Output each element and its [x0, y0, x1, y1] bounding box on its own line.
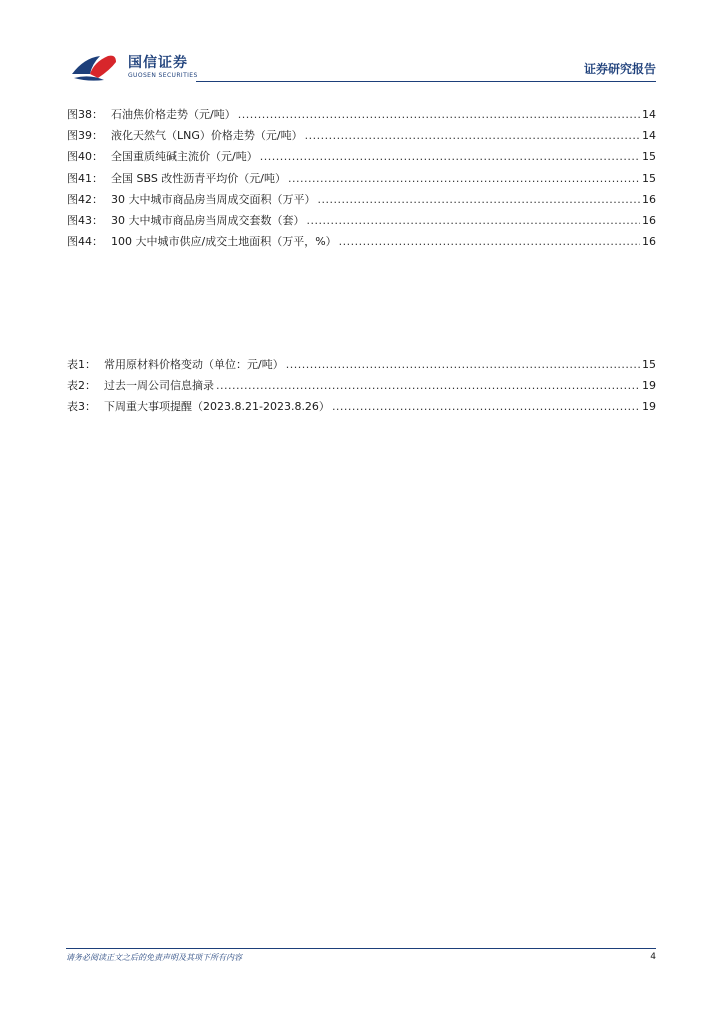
footer-disclaimer: 请务必阅读正文之后的免责声明及其项下所有内容: [66, 953, 242, 962]
toc-entry-title: 全国 SBS 改性沥青平均价（元/吨）: [111, 171, 287, 185]
page-header: [66, 48, 656, 88]
toc-entry-label: 图42：: [67, 192, 103, 206]
toc-entry-figure[interactable]: [67, 168, 656, 189]
toc-entry-page: 15: [642, 171, 656, 185]
toc-entry-label: 表2：: [67, 379, 96, 393]
toc-dot-leader: [216, 375, 640, 396]
toc-entry-label: 图38：: [67, 108, 103, 121]
toc-entry-label: 表3：: [67, 400, 96, 414]
toc-entry-title: 下周重大事项提醒（2023.8.21-2023.8.26）: [104, 400, 330, 414]
toc-entry-page: 19: [642, 400, 656, 414]
toc-entry-page: 14: [642, 129, 656, 143]
toc-dot-leader: [332, 396, 640, 417]
toc-entry-page: 16: [642, 213, 656, 227]
toc-entry-label: 图40：: [67, 150, 103, 164]
table-index-list: [67, 354, 656, 418]
toc-entry-figure[interactable]: [67, 189, 656, 210]
toc-dot-leader: [318, 189, 641, 210]
toc-dot-leader: [238, 104, 640, 125]
toc-entry-page: 19: [642, 379, 656, 393]
toc-entry-table[interactable]: [67, 375, 656, 396]
toc-dot-leader: [339, 231, 640, 252]
toc-entry-table[interactable]: [67, 396, 656, 417]
toc-entry-label: 图41：: [67, 171, 103, 185]
toc-entry-figure[interactable]: [67, 104, 656, 125]
toc-entry-label: 图43：: [67, 213, 103, 227]
toc-entry-label: 表1：: [67, 358, 96, 371]
toc-entry-page: 16: [642, 192, 656, 206]
guosen-logo-mark-icon: [70, 52, 118, 82]
toc-entry-figure[interactable]: [67, 146, 656, 167]
toc-entry-title: 30 大中城市商品房当周成交面积（万平）: [111, 192, 316, 206]
toc-dot-leader: [288, 168, 640, 189]
toc-entry-page: 15: [642, 358, 656, 371]
toc-entry-title: 100 大中城市供应/成交土地面积（万平，%）: [111, 235, 337, 249]
toc-dot-leader: [305, 125, 640, 146]
toc-entry-title: 过去一周公司信息摘录: [104, 379, 214, 393]
guosen-logo: [66, 50, 196, 84]
footer-divider: [66, 948, 656, 949]
toc-entry-page: 15: [642, 150, 656, 164]
toc-dot-leader: [260, 146, 640, 167]
logo-chinese-name: 国信证券: [128, 55, 188, 71]
toc-entry-label: 图44：: [67, 235, 103, 249]
toc-entry-label: 图39：: [67, 129, 103, 143]
toc-entry-table[interactable]: [67, 354, 656, 375]
toc-entry-page: 14: [642, 108, 656, 121]
toc-entry-page: 16: [642, 235, 656, 249]
toc-entry-title: 全国重质纯碱主流价（元/吨）: [111, 150, 258, 164]
toc-entry-title: 常用原材料价格变动（单位：元/吨）: [104, 358, 284, 371]
toc-entry-title: 液化天然气（LNG）价格走势（元/吨）: [111, 129, 303, 143]
toc-entry-figure[interactable]: [67, 210, 656, 231]
header-divider: [196, 81, 656, 82]
toc-entry-title: 30 大中城市商品房当周成交套数（套）: [111, 213, 305, 227]
toc-dot-leader: [307, 210, 641, 231]
logo-english-name: GUOSEN SECURITIES: [128, 72, 198, 79]
toc-entry-title: 石油焦价格走势（元/吨）: [111, 108, 236, 121]
figure-index-list: [67, 104, 656, 252]
report-type-label: 证券研究报告: [583, 62, 656, 76]
page-number: 4: [650, 952, 656, 962]
toc-dot-leader: [286, 354, 640, 375]
toc-entry-figure[interactable]: [67, 125, 656, 146]
toc-entry-figure[interactable]: [67, 231, 656, 252]
